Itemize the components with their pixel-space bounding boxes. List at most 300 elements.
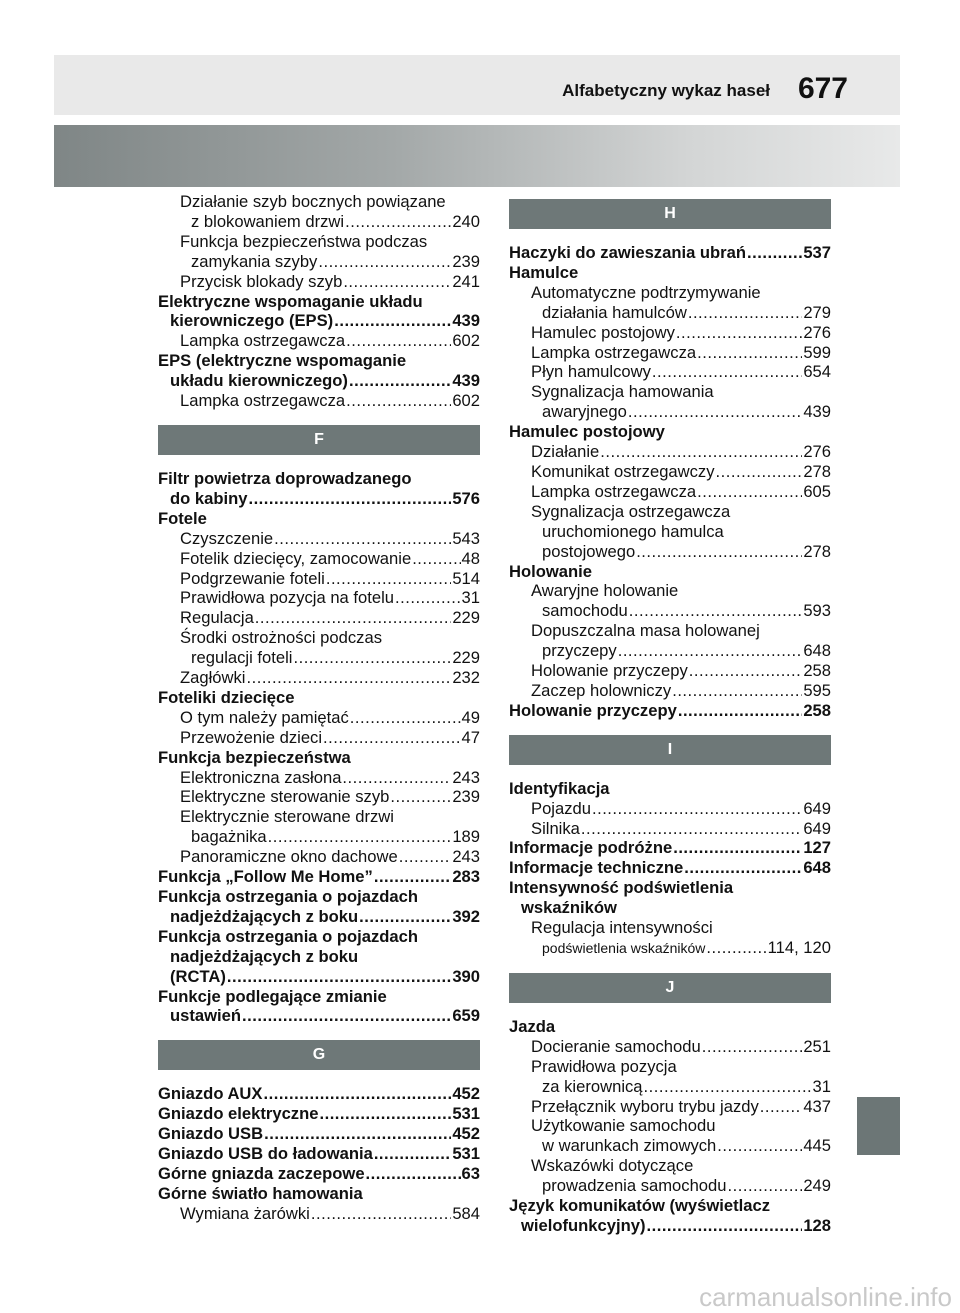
dot-leader (366, 1164, 461, 1184)
dot-leader (652, 362, 802, 382)
entry-text: EPS (elektryczne wspomaganie (158, 351, 407, 371)
index-entry (158, 608, 480, 628)
index-entry (158, 489, 480, 509)
index-entry (509, 1017, 831, 1037)
index-entry (509, 1116, 831, 1136)
dot-leader (697, 482, 802, 502)
dot-leader (274, 529, 451, 549)
entry-text: Komunikat ostrzegawczy (531, 461, 715, 481)
index-entry (158, 1006, 480, 1026)
entry-text: Funkcja „Follow Me Home” (158, 867, 373, 887)
index-entry (509, 621, 831, 641)
entry-text: przyczepy (542, 641, 617, 661)
index-entry (509, 938, 831, 959)
entry-text: Prawidłowa pozycja na fotelu (180, 588, 394, 608)
entry-text: Elektryczne sterowanie szyb (180, 787, 390, 807)
index-entry (509, 362, 831, 382)
entry-page-number[interactable]: 229 (452, 608, 480, 628)
index-entry (509, 402, 831, 422)
index-entry (158, 1084, 480, 1104)
dot-leader (581, 819, 802, 839)
dot-leader (747, 243, 802, 263)
entry-text: Regulacja (180, 608, 254, 628)
entry-text: Identyfikacja (509, 778, 610, 798)
entry-page-number[interactable]: 439 (452, 371, 480, 391)
dot-leader (248, 489, 451, 509)
index-entry (158, 311, 480, 331)
chapter-tab[interactable] (857, 1097, 900, 1155)
entry-page-number[interactable]: 531 (452, 1144, 480, 1164)
entry-page-number[interactable]: 602 (452, 391, 480, 411)
entry-page-number[interactable]: 531 (452, 1104, 480, 1124)
entry-text: z blokowaniem drzwi (191, 211, 345, 231)
entry-text: Lampka ostrzegawcza (180, 331, 346, 351)
entry-text: Pojazdu (531, 798, 591, 818)
entry-text: Hamulec postojowy (531, 322, 675, 342)
entry-text: Prawidłowa pozycja (531, 1056, 677, 1076)
entry-text: w warunkach zimowych (542, 1136, 717, 1156)
entry-text: Informacje techniczne (509, 858, 684, 878)
index-entry (509, 1037, 831, 1057)
dot-leader (263, 1084, 451, 1104)
entry-page-number[interactable]: 276 (803, 322, 831, 342)
entry-text: Lampka ostrzegawcza (531, 342, 697, 362)
entry-page-number[interactable]: 602 (452, 331, 480, 351)
index-entry (509, 641, 831, 661)
index-entry (509, 681, 831, 701)
entry-text: za kierownicą (542, 1076, 643, 1096)
index-entry (509, 343, 831, 363)
index-entry (158, 668, 480, 688)
entry-page-number[interactable]: 576 (452, 488, 480, 508)
index-entry (509, 838, 831, 858)
index-entry (509, 442, 831, 462)
index-entry (158, 927, 480, 947)
entry-page-number[interactable]: 452 (452, 1084, 480, 1104)
dot-leader (311, 1204, 451, 1224)
entry-text: Regulacja intensywności (531, 918, 713, 938)
entry-text: Gniazdo USB (158, 1124, 264, 1144)
index-entry (158, 887, 480, 907)
entry-text: O tym należy pamiętać (180, 707, 349, 727)
entry-page-number[interactable]: 537 (803, 243, 831, 262)
index-entry (509, 1176, 831, 1196)
dot-leader (600, 442, 802, 462)
dot-leader (716, 462, 803, 482)
index-entry (158, 1144, 480, 1164)
index-entry (158, 192, 480, 212)
entry-page-number[interactable]: 390 (452, 966, 480, 986)
entry-page-number[interactable]: 249 (803, 1176, 831, 1196)
entry-text: podświetlenia wskaźników (542, 940, 706, 956)
index-entry (158, 391, 480, 411)
index-entry (158, 847, 480, 867)
index-entry (158, 827, 480, 847)
dot-leader (319, 1104, 451, 1124)
entry-text: Holowanie (509, 561, 592, 581)
index-entry (158, 1204, 480, 1224)
entry-text: Dopuszczalna masa holowanej (531, 621, 760, 641)
entry-page-number[interactable]: 49 (461, 707, 480, 727)
entry-page-number[interactable]: 659 (452, 1006, 480, 1026)
entry-page-number[interactable]: 649 (803, 798, 831, 818)
entry-text: Działanie szyb bocznych powiązane (180, 192, 446, 211)
entry-text: uruchomionego hamulca (542, 521, 724, 541)
dot-leader (684, 858, 802, 878)
index-entry (509, 601, 831, 621)
dot-leader (342, 768, 451, 788)
entry-page-number[interactable]: 593 (803, 601, 831, 621)
entry-text: Awaryjne holowanie (531, 581, 679, 601)
entry-text: Automatyczne podtrzymywanie (531, 282, 761, 302)
index-entry (509, 502, 831, 522)
section-header: J (509, 973, 831, 1003)
dot-leader (636, 542, 802, 562)
dot-leader (697, 343, 802, 363)
entry-page-number[interactable]: 127 (803, 838, 831, 858)
entry-text: Płyn hamulcowy (531, 362, 651, 382)
entry-page-number[interactable]: 514 (452, 568, 480, 588)
entry-text: Funkcja ostrzegania o pojazdach (158, 887, 419, 906)
dot-leader (412, 549, 460, 569)
entry-text: Fotelik dziecięcy, zamocowanie (180, 548, 412, 568)
dot-leader (395, 588, 461, 608)
entry-page-number[interactable]: 649 (803, 818, 831, 838)
entry-page-number[interactable]: 276 (803, 442, 831, 462)
index-entry (509, 898, 831, 918)
entry-text: samochodu (542, 601, 628, 621)
entry-text: działania hamulców (542, 302, 687, 322)
entry-page-number[interactable]: 584 (452, 1203, 480, 1223)
page-number: 677 (797, 72, 848, 105)
entry-page-number[interactable]: 241 (452, 271, 480, 291)
entry-page-number[interactable]: 599 (803, 342, 831, 362)
index-entry (509, 283, 831, 303)
dot-leader (318, 252, 451, 272)
index-entry (509, 263, 831, 283)
entry-text: Zaczep holowniczy (531, 680, 672, 700)
watermark: carmanualsonline.info (699, 1282, 952, 1312)
index-entry (158, 987, 480, 1007)
index-entry (158, 1124, 480, 1144)
entry-page-number[interactable]: 452 (452, 1124, 480, 1144)
entry-page-number[interactable]: 229 (452, 648, 480, 668)
index-entry (158, 588, 480, 608)
index-entry (509, 1057, 831, 1077)
entry-page-number[interactable]: 648 (803, 641, 831, 661)
entry-text: ustawień (170, 1006, 242, 1026)
entry-text: Funkcja bezpieczeństwa (158, 747, 351, 767)
entry-text: do kabiny (170, 488, 248, 508)
entry-text: Filtr powietrza doprowadzanego (158, 468, 412, 488)
page-header (54, 55, 900, 115)
entry-text: Sygnalizacja ostrzegawcza (531, 501, 731, 521)
index-entry (509, 243, 831, 263)
dot-leader (728, 1176, 803, 1196)
dot-leader (646, 1216, 802, 1236)
dot-leader (359, 907, 451, 927)
entry-page-number[interactable]: 439 (803, 402, 831, 422)
dot-leader (345, 212, 451, 232)
entry-text: Gniazdo elektryczne (158, 1104, 319, 1124)
entry-page-number[interactable]: 437 (803, 1096, 831, 1116)
index-entry (158, 688, 480, 708)
entry-page-number[interactable]: 605 (803, 481, 831, 501)
entry-page-number[interactable]: 278 (803, 541, 831, 561)
entry-page-number[interactable]: 240 (452, 211, 480, 231)
index-entry (158, 549, 480, 569)
dot-leader (350, 708, 461, 728)
entry-text: Środki ostrożności podczas (180, 628, 382, 648)
entry-text: Podgrzewanie foteli (180, 568, 325, 588)
index-entry (509, 482, 831, 502)
entry-page-number[interactable]: 445 (803, 1136, 831, 1156)
entry-text: Lampka ostrzegawcza (180, 391, 346, 411)
dot-leader (629, 601, 803, 621)
entry-text: Fotele (158, 508, 207, 528)
entry-text: Język komunikatów (wyświetlacz (509, 1196, 770, 1216)
dot-leader (326, 569, 451, 589)
index-column-left (158, 192, 480, 1224)
entry-text: Górne światło hamowania (158, 1183, 363, 1203)
index-entry (158, 509, 480, 529)
index-entry (158, 371, 480, 391)
index-entry (509, 779, 831, 799)
dot-leader (374, 1144, 452, 1164)
index-entry (509, 462, 831, 482)
entry-text: Foteliki dziecięce (158, 687, 295, 707)
entry-text: Funkcja bezpieczeństwa podczas (180, 231, 428, 251)
index-entry (158, 907, 480, 927)
entry-page-number[interactable]: 128 (803, 1215, 831, 1235)
entry-text: Holowanie przyczepy (509, 700, 677, 720)
entry-text: Użytkowanie samochodu (531, 1116, 716, 1136)
dot-leader (374, 867, 451, 887)
index-entry (509, 542, 831, 562)
entry-page-number[interactable]: 239 (452, 251, 480, 271)
dot-leader (592, 799, 802, 819)
index-entry (158, 331, 480, 351)
entry-text: nadjeżdżających z boku (170, 946, 359, 966)
dot-leader (673, 838, 802, 858)
dot-leader (246, 668, 451, 688)
index-entry (509, 1196, 831, 1216)
entry-text: Wskazówki dotyczące (531, 1156, 694, 1176)
entry-text: Zagłówki (180, 668, 246, 688)
entry-text: bagażnika (191, 827, 267, 847)
index-entry (158, 628, 480, 648)
entry-text: Gniazdo AUX (158, 1084, 263, 1104)
dot-leader (346, 391, 451, 411)
entry-page-number[interactable]: 239 (452, 787, 480, 807)
entry-page-number[interactable]: 251 (803, 1036, 831, 1056)
dot-leader (255, 608, 452, 628)
entry-page-number[interactable]: 63 (461, 1163, 480, 1183)
entry-text: Gniazdo USB do ładowania (158, 1144, 373, 1164)
dot-leader (678, 701, 802, 721)
entry-text: Wymiana żarówki (180, 1203, 310, 1223)
dot-leader (343, 272, 451, 292)
entry-text: Panoramiczne okno dachowe (180, 847, 398, 867)
entry-page-number[interactable]: 654 (803, 362, 831, 382)
dot-leader (242, 1006, 451, 1026)
dot-leader (346, 331, 451, 351)
dot-leader (227, 967, 451, 987)
index-entry (158, 1184, 480, 1204)
index-entry (509, 1136, 831, 1156)
entry-text: Czyszczenie (180, 528, 274, 548)
index-entry (509, 1097, 831, 1117)
index-entry (158, 648, 480, 668)
index-entry (158, 768, 480, 788)
dot-leader (672, 681, 802, 701)
entry-page-number[interactable]: 243 (452, 767, 480, 787)
index-entry (158, 292, 480, 312)
entry-text: Intensywność podświetlenia (509, 878, 734, 898)
index-entry (509, 522, 831, 542)
entry-page-number[interactable]: 114, 120 (767, 938, 831, 957)
entry-text: awaryjnego (542, 402, 627, 422)
entry-page-number[interactable]: 258 (803, 661, 831, 681)
entry-text: Przełącznik wyboru trybu jazdy (531, 1096, 759, 1116)
entry-text: wskaźników (521, 898, 617, 918)
entry-text: Docieranie samochodu (531, 1036, 701, 1056)
entry-text: układu kierowniczego) (170, 371, 348, 391)
decorative-band (54, 125, 900, 187)
dot-leader (760, 1097, 803, 1117)
index-entry (158, 728, 480, 748)
dot-leader (323, 728, 460, 748)
entry-text: nadjeżdżających z boku (170, 906, 359, 926)
entry-text: Funkcje podlegające zmianie (158, 986, 387, 1006)
index-entry (158, 967, 480, 987)
index-entry (158, 272, 480, 292)
dot-leader (349, 371, 451, 391)
entry-page-number[interactable]: 439 (452, 311, 480, 331)
entry-text: Hamulce (509, 262, 579, 282)
index-entry (158, 351, 480, 371)
dot-leader (334, 311, 451, 331)
entry-text: Działanie (531, 442, 600, 462)
section-header: I (509, 735, 831, 765)
index-entry (509, 382, 831, 402)
index-column-right (509, 192, 831, 1236)
entry-page-number[interactable]: 232 (452, 668, 480, 688)
entry-text: Elektrycznie sterowane drzwi (180, 807, 394, 827)
dot-leader (399, 847, 452, 867)
index-entry (158, 252, 480, 272)
entry-text: Haczyki do zawieszania ubrań (509, 243, 747, 262)
entry-text: regulacji foteli (191, 648, 293, 668)
entry-text: Silnika (531, 818, 580, 838)
index-entry (158, 947, 480, 967)
entry-page-number[interactable]: 279 (803, 302, 831, 322)
entry-page-number[interactable]: 31 (461, 588, 480, 608)
index-entry (158, 1104, 480, 1124)
section-header: G (158, 1040, 480, 1070)
index-entry (158, 748, 480, 768)
entry-page-number[interactable]: 243 (452, 847, 480, 867)
index-entry (509, 918, 831, 938)
entry-page-number[interactable]: 189 (452, 827, 480, 847)
index-entry (158, 708, 480, 728)
entry-text: Górne gniazda zaczepowe (158, 1163, 365, 1183)
entry-text: prowadzenia samochodu (542, 1176, 727, 1196)
entry-text: Przycisk blokady szyb (180, 271, 343, 291)
dot-leader (264, 1124, 451, 1144)
entry-text: kierowniczego (EPS) (170, 311, 334, 331)
entry-page-number[interactable]: 543 (452, 528, 480, 548)
index-entry (158, 569, 480, 589)
entry-page-number[interactable]: 595 (803, 680, 831, 700)
index-entry (158, 212, 480, 232)
entry-text: Jazda (509, 1016, 556, 1036)
entry-text: Holowanie przyczepy (531, 661, 688, 681)
index-entry (509, 799, 831, 819)
dot-leader (628, 402, 802, 422)
entry-text: Przewożenie dzieci (180, 727, 323, 747)
index-entry (158, 469, 480, 489)
index-entry (509, 878, 831, 898)
index-entry (158, 529, 480, 549)
dot-leader (706, 938, 766, 958)
entry-text: Lampka ostrzegawcza (531, 481, 697, 501)
index-entry (509, 1216, 831, 1236)
entry-page-number[interactable]: 258 (803, 700, 831, 720)
entry-text: Funkcja ostrzegania o pojazdach (158, 926, 419, 946)
index-entry (509, 819, 831, 839)
index-entry (509, 1077, 831, 1097)
entry-text: Elektroniczna zasłona (180, 767, 342, 787)
section-header: F (158, 425, 480, 455)
index-entry (509, 701, 831, 721)
entry-page-number[interactable]: 283 (452, 867, 480, 887)
index-entry (509, 858, 831, 878)
index-entry (509, 303, 831, 323)
entry-text: Elektryczne wspomaganie układu (158, 291, 423, 311)
entry-text: Hamulec postojowy (509, 422, 665, 442)
index-entry (158, 807, 480, 827)
header-title: Alfabetyczny wykaz haseł (562, 81, 770, 100)
dot-leader (689, 661, 803, 681)
entry-page-number[interactable]: 47 (461, 727, 480, 747)
index-entry (158, 867, 480, 887)
entry-page-number[interactable]: 648 (803, 858, 831, 878)
entry-text: Sygnalizacja hamowania (531, 382, 714, 402)
entry-page-number[interactable]: 31 (812, 1076, 831, 1096)
entry-text: Informacje podróżne (509, 838, 673, 858)
dot-leader (293, 648, 451, 668)
dot-leader (618, 641, 803, 661)
index-entry (158, 232, 480, 252)
entry-text: wielofunkcyjny) (521, 1215, 646, 1235)
entry-page-number[interactable]: 278 (803, 461, 831, 481)
entry-text: zamykania szyby (191, 251, 318, 271)
dot-leader (268, 827, 452, 847)
entry-text: (RCTA) (170, 966, 226, 986)
dot-leader (390, 787, 451, 807)
section-header: H (509, 199, 831, 229)
index-entry (509, 1156, 831, 1176)
index-entry (509, 323, 831, 343)
entry-page-number[interactable]: 392 (452, 906, 480, 926)
entry-page-number[interactable]: 48 (461, 548, 480, 568)
index-entry (509, 661, 831, 681)
dot-leader (717, 1136, 802, 1156)
dot-leader (644, 1077, 812, 1097)
index-entry (509, 562, 831, 582)
index-entry (158, 1164, 480, 1184)
